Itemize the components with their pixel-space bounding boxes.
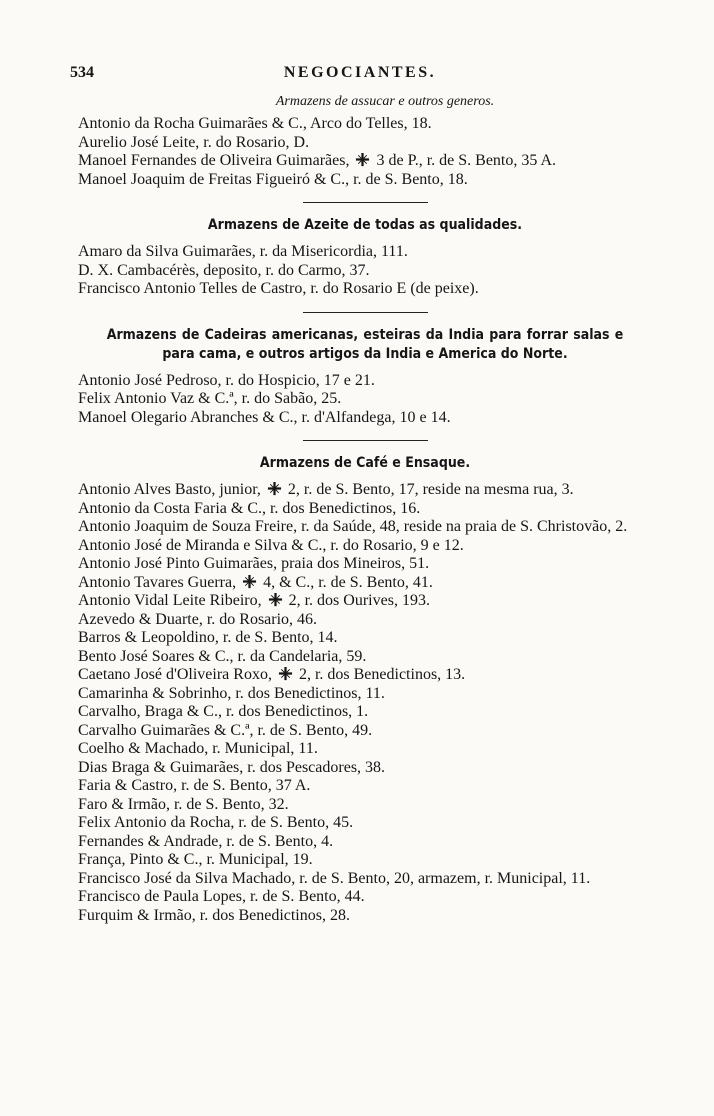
order-cross-icon [278, 666, 293, 681]
section-heading: Armazens de assucar e outros generos. [275, 94, 495, 109]
merchant-entry: Aurelio José Leite, r. do Rosario, D. [78, 133, 310, 151]
merchant-entry: Faria & Castro, r. de S. Bento, 37 A. [78, 777, 311, 794]
section-heading: Armazens de Azeite de todas as qualidades. [207, 217, 523, 233]
page-number: 534 [70, 64, 94, 81]
order-cross-icon [267, 481, 282, 496]
running-title: NEGOCIANTES. [283, 64, 437, 81]
merchant-entry: Antonio Joaquim de Souza Freire, r. da Saúde, 48, reside na praia de S. Christovão, 2. [78, 518, 628, 535]
merchant-entry: Barros & Leopoldino, r. de S. Bento, 14. [78, 629, 338, 646]
merchant-entry: Antonio José Pedroso, r. do Hospicio, 17 e 21. [78, 371, 375, 389]
order-cross-icon [268, 592, 283, 607]
merchant-entry: Dias Braga & Guimarães, r. dos Pescadores, 38. [78, 758, 386, 776]
merchant-entry: Faro & Irmão, r. de S. Bento, 32. [78, 795, 289, 813]
merchant-entry: Antonio da Rocha Guimarães & C., Arco do Telles, 18. [78, 115, 432, 132]
merchant-entry: Francisco Antonio Telles de Castro, r. do Rosario E (de peixe). [78, 280, 479, 297]
merchant-entry: D. X. Cambacérès, deposito, r. do Carmo, 37. [78, 261, 370, 279]
section-heading: Armazens de Cadeiras americanas, esteiras da India para forrar salas e para cama, e outros artigos da India e America do Norte. [106, 326, 624, 362]
section-heading: Armazens de Café e Ensaque. [259, 455, 471, 471]
merchant-entry: Francisco José da Silva Machado, r. de S. Bento, 20, armazem, r. Municipal, 11. [78, 869, 591, 887]
merchant-entry: Carvalho Guimarães & C.ª, r. de S. Bento, 49. [78, 721, 373, 739]
merchant-entry: Bento José Soares & C., r. da Candelaria, 59. [78, 647, 367, 665]
merchant-entry: Manoel Joaquim de Freitas Figueiró & C., r. de S. Bento, 18. [78, 170, 468, 188]
section-divider [303, 202, 428, 203]
merchant-entry: Antonio da Costa Faria & C., r. dos Benedictinos, 16. [78, 499, 421, 517]
merchant-entry: Antonio Tavares Guerra, 4, & C., r. de S. Bento, 41. [78, 573, 433, 591]
order-cross-icon [242, 574, 257, 589]
merchant-entry: Antonio Vidal Leite Ribeiro, 2, r. dos Ourives, 193. [78, 592, 430, 609]
merchant-entry: Camarinha & Sobrinho, r. dos Benedictinos, 11. [78, 684, 385, 702]
merchant-entry: França, Pinto & C., r. Municipal, 19. [78, 851, 313, 868]
section-divider [303, 440, 428, 441]
merchant-entry: Felix Antonio Vaz & C.ª, r. do Sabão, 25. [78, 390, 342, 407]
merchant-entry: Manoel Fernandes de Oliveira Guimarães, 3 de P., r. de S. Bento, 35 A. [78, 152, 557, 169]
merchant-entry: Felix Antonio da Rocha, r. de S. Bento, 45. [78, 814, 354, 831]
merchant-entry: Amaro da Silva Guimarães, r. da Misericordia, 111. [78, 243, 408, 260]
merchant-entry: Carvalho, Braga & C., r. dos Benedictinos, 1. [78, 703, 369, 720]
merchant-entry: Caetano José d'Oliveira Roxo, 2, r. dos Benedictinos, 13. [78, 666, 466, 683]
merchant-entry: Antonio José de Miranda e Silva & C., r. do Rosario, 9 e 12. [78, 536, 464, 554]
page-header [70, 64, 650, 88]
merchant-entry: Fernandes & Andrade, r. de S. Bento, 4. [78, 832, 334, 850]
merchant-entry: Furquim & Irmão, r. dos Benedictinos, 28. [78, 906, 350, 924]
merchant-entry: Antonio Alves Basto, junior, 2, r. de S. Bento, 17, reside na mesma rua, 3. [78, 481, 574, 498]
order-cross-icon [355, 152, 370, 167]
merchant-entry: Azevedo & Duarte, r. do Rosario, 46. [78, 610, 318, 628]
merchant-entry: Coelho & Machado, r. Municipal, 11. [78, 740, 318, 757]
directory-listing [78, 93, 652, 925]
merchant-entry: Manoel Olegario Abranches & C., r. d'Alfandega, 10 e 14. [78, 408, 451, 426]
merchant-entry: Francisco de Paula Lopes, r. de S. Bento, 44. [78, 888, 365, 905]
section-divider [303, 312, 428, 313]
merchant-entry: Antonio José Pinto Guimarães, praia dos Mineiros, 51. [78, 555, 430, 572]
